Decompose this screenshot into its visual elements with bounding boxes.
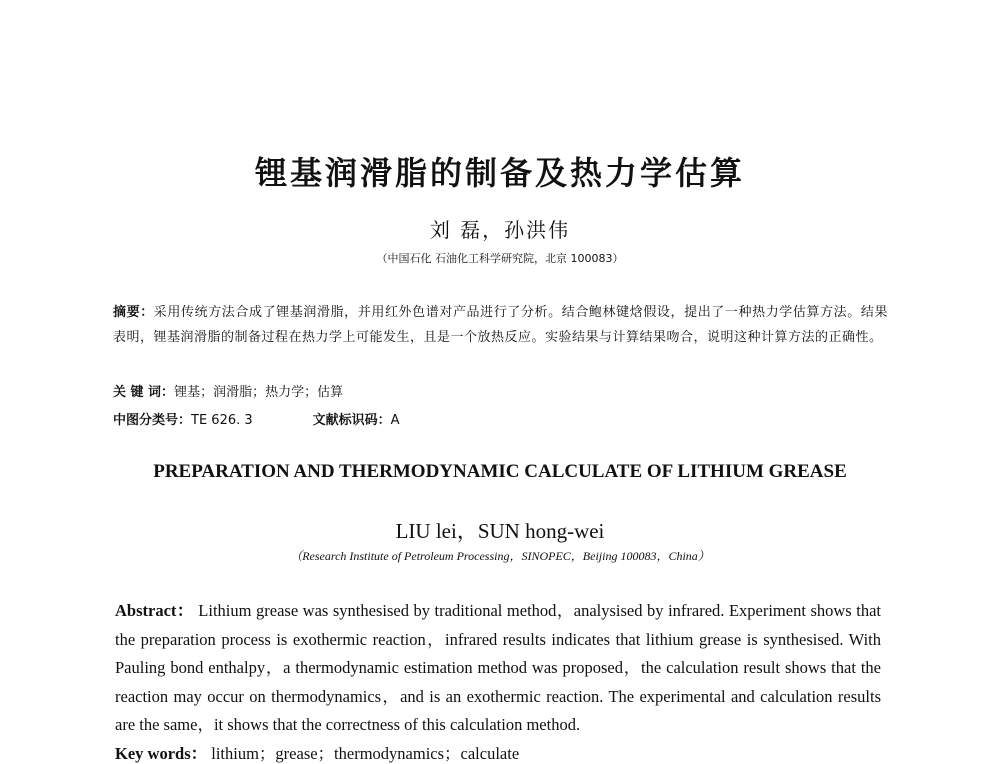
classification-value: TE 626. 3 — [191, 413, 253, 428]
classification-line — [113, 409, 888, 428]
english-abstract — [115, 597, 881, 740]
english-abstract-label: Abstract： — [115, 601, 194, 620]
document-code-label: 文献标识码： — [312, 413, 391, 428]
chinese-keywords-text: 锂基；润滑脂；热力学；估算 — [174, 385, 344, 400]
english-abstract-text: Lithium grease was synthesised by traditional method，analysised by infrared. Experiment shows that the preparation process is exothermic reaction，infrared results indicates that lithium grease is synthesised. With Pauling bond enthalpy，a thermodynamic estimation method was proposed，the calculation result shows that the reaction may occur on thermodynamics，and is an exothermic reaction. The experimental and calculation results are the same，it shows that the correctness of this calculation method. — [115, 601, 882, 734]
document-code-value: A — [390, 413, 400, 428]
chinese-title: 锂基润滑脂的制备及热力学估算 — [254, 154, 745, 192]
english-authors: LIU lei，SUN hong-wei — [395, 519, 605, 543]
english-keywords-text: lithium；grease；thermodynamics；calculate — [211, 744, 520, 763]
chinese-abstract-label: 摘要： — [113, 305, 154, 320]
chinese-keywords — [113, 381, 888, 400]
english-keywords — [115, 740, 881, 764]
english-title: PREPARATION AND THERMODYNAMIC CALCULATE OF LITHIUM GREASE — [153, 461, 847, 482]
chinese-keywords-label: 关 键 词： — [113, 385, 175, 400]
chinese-abstract-text: 采用传统方法合成了锂基润滑脂，并用红外色谱对产品进行了分析。结合鲍林键焓假设，提出了一种热力学估算方法。结果表明，锂基润滑脂的制备过程在热力学上可能发生，且是一个放热反应。实验结果与计算结果吻合，说明这种计算方法的正确性。 — [113, 305, 888, 345]
english-keywords-label: Key words： — [115, 744, 208, 763]
english-affiliation: （Research Institute of Petroleum Processing，SINOPEC，Beijing 100083，China） — [290, 549, 710, 563]
chinese-authors: 刘 磊，孙洪伟 — [429, 218, 571, 242]
chinese-affiliation: （中国石化 石油化工科学研究院，北京 100083） — [376, 252, 624, 265]
classification-label: 中图分类号： — [113, 413, 192, 428]
chinese-abstract — [113, 300, 888, 350]
